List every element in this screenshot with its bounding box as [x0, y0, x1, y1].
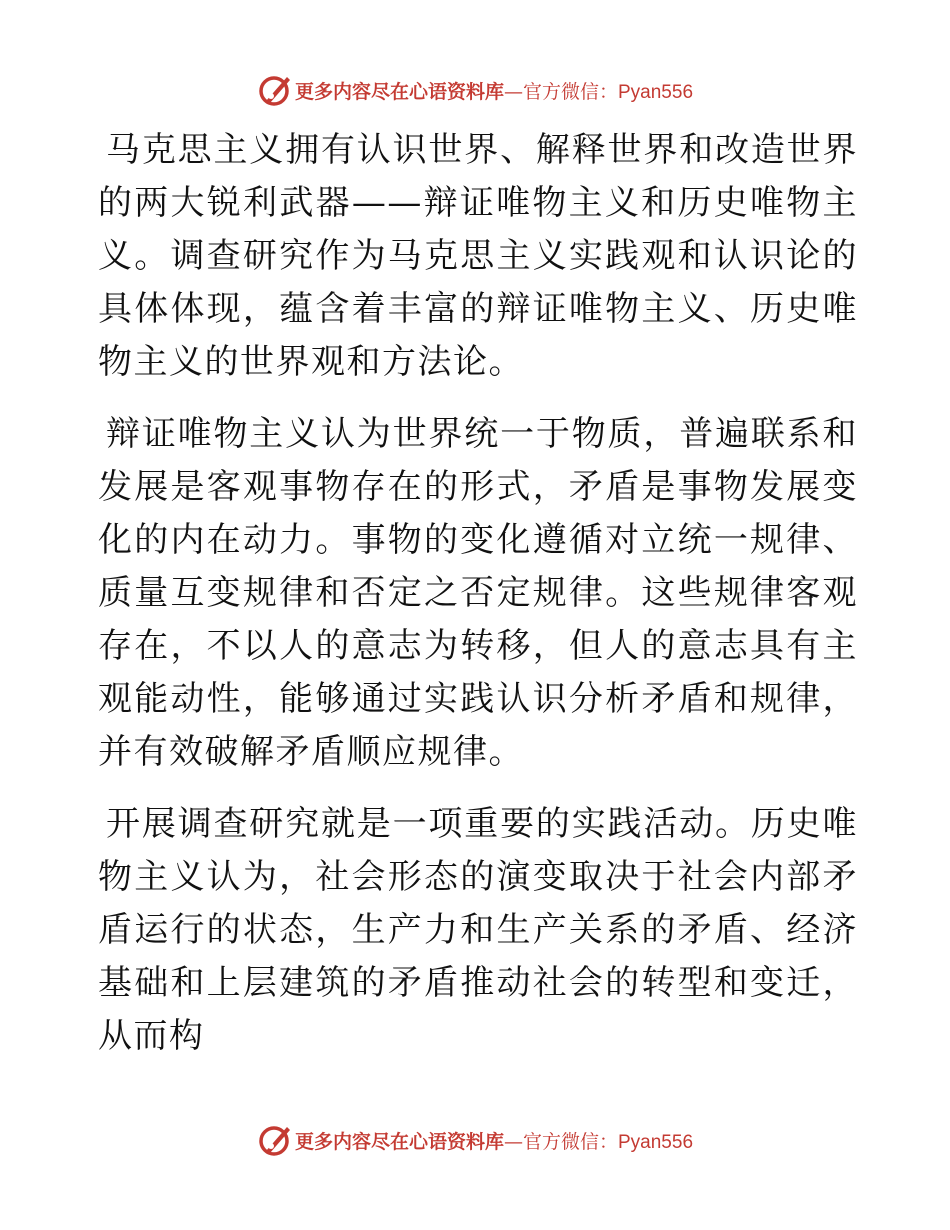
header-promo-separator: —: [503, 80, 523, 103]
header-banner: [0, 70, 950, 110]
footer-promo-wechat-id: Pyan556: [618, 1131, 694, 1153]
footer-promo-main: 更多内容尽在心语资料库: [294, 1130, 504, 1153]
paragraph-3: 开展调查研究就是一项重要的实践活动。历史唯物主义认为，社会形态的演变取决于社会内部矛盾运行的状态，生产力和生产关系的矛盾、经济基础和上层建筑的矛盾推动社会的转型和变迁，从而构: [98, 804, 858, 1056]
quill-logo-icon: [257, 72, 293, 108]
document-body: [98, 124, 858, 1063]
paragraph-2: 辩证唯物主义认为世界统一于物质，普遍联系和发展是客观事物存在的形式，矛盾是事物发展变化的内在动力。事物的变化遵循对立统一规律、质量互变规律和否定之否定规律。这些规律客观存在，不以人的意志为转移，但人的意志具有主观能动性，能够通过实践认识分析矛盾和规律，并有效破解矛盾顺应规律。: [98, 414, 858, 772]
header-promo-main: 更多内容尽在心语资料库: [294, 80, 504, 103]
footer-banner: [0, 1120, 950, 1160]
header-promo-wechat-id: Pyan556: [618, 81, 694, 103]
footer-promo-separator: —: [503, 1130, 523, 1153]
paragraph-1: 马克思主义拥有认识世界、解释世界和改造世界的两大锐利武器——辩证唯物主义和历史唯物主义。调查研究作为马克思主义实践观和认识论的具体体现，蕴含着丰富的辩证唯物主义、历史唯物主义的世界观和方法论。: [98, 130, 858, 382]
footer-promo-text: [295, 1127, 693, 1154]
header-promo-text: [295, 77, 693, 104]
header-promo-wechat-label: 官方微信：: [522, 80, 618, 103]
quill-logo-icon: [257, 1122, 293, 1158]
footer-promo-wechat-label: 官方微信：: [522, 1130, 618, 1153]
